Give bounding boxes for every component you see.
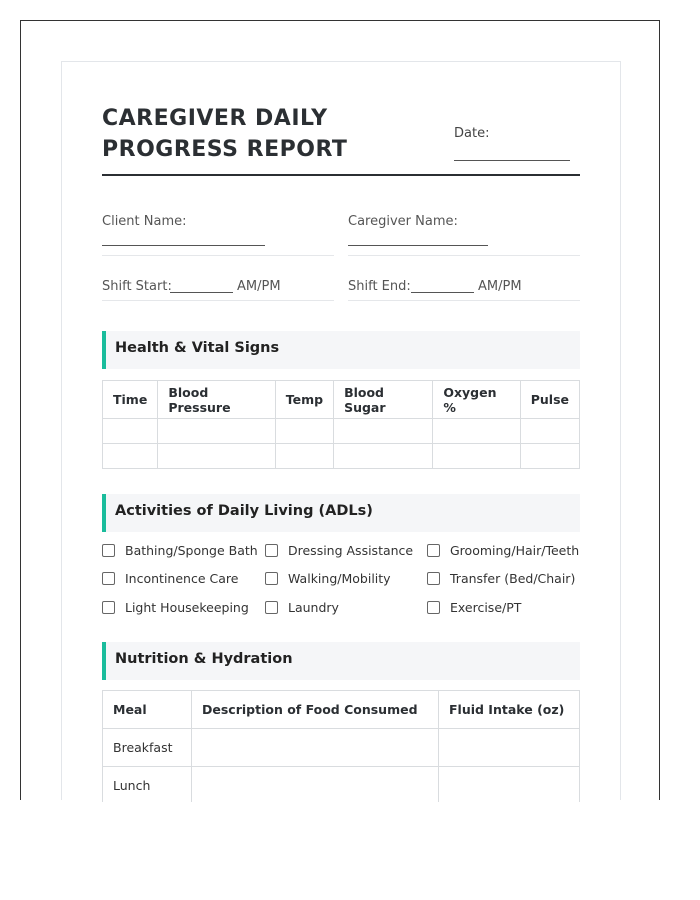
vitals-row [103, 419, 580, 444]
nutrition-section-header [102, 642, 580, 680]
adl-label: Dressing Assistance [288, 543, 414, 558]
vitals-cell[interactable] [103, 419, 158, 444]
vitals-col-pulse: Pulse [520, 381, 579, 419]
nutrition-cell[interactable] [192, 729, 439, 767]
adl-label: Incontinence Care [125, 571, 239, 586]
adl-checkbox-walking[interactable] [265, 571, 391, 586]
adl-section-header [102, 494, 580, 532]
vitals-cell[interactable] [334, 419, 433, 444]
checkbox-icon[interactable] [427, 601, 440, 614]
adl-label: Exercise/PT [450, 600, 522, 615]
adl-checkbox-housekeeping[interactable] [102, 600, 249, 615]
vitals-col-time: Time [103, 381, 158, 419]
caregiver-name-field[interactable] [348, 245, 488, 246]
vitals-table [102, 380, 580, 469]
checkbox-icon[interactable] [427, 544, 440, 557]
checkbox-icon[interactable] [427, 572, 440, 585]
shift-end-label: Shift End: [348, 279, 411, 294]
date-label: Date: [454, 126, 490, 141]
vitals-header-row [103, 381, 580, 419]
crop-mask [0, 802, 700, 900]
adl-label: Laundry [288, 600, 339, 615]
checkbox-icon[interactable] [102, 544, 115, 557]
nutrition-col-meal: Meal [103, 691, 192, 729]
vitals-row [103, 444, 580, 469]
checkbox-icon[interactable] [265, 601, 278, 614]
nutrition-col-fluid: Fluid Intake (oz) [439, 691, 580, 729]
date-field-line[interactable] [454, 160, 570, 161]
checkbox-icon[interactable] [265, 572, 278, 585]
vitals-col-temp: Temp [275, 381, 333, 419]
shift-start-divider [102, 300, 334, 301]
adl-section-title: Activities of Daily Living (ADLs) [115, 503, 373, 519]
checkbox-icon[interactable] [102, 572, 115, 585]
meal-breakfast: Breakfast [103, 729, 192, 767]
nutrition-header-row [103, 691, 580, 729]
client-name-divider [102, 255, 334, 256]
caregiver-name-divider [348, 255, 580, 256]
shift-end-ampm: AM/PM [478, 279, 522, 294]
health-section-title: Health & Vital Signs [115, 340, 280, 356]
shift-start-ampm: AM/PM [237, 279, 281, 294]
vitals-cell[interactable] [275, 419, 333, 444]
vitals-cell[interactable] [158, 444, 275, 469]
vitals-cell[interactable] [158, 419, 275, 444]
table-row [103, 767, 580, 805]
adl-label: Grooming/Hair/Teeth [450, 543, 580, 558]
client-name-label: Client Name: [102, 214, 187, 229]
vitals-cell[interactable] [520, 419, 579, 444]
adl-checkbox-grooming[interactable] [427, 543, 579, 558]
page-title: CAREGIVER DAILY PROGRESS REPORT [102, 106, 348, 162]
nutrition-section-title: Nutrition & Hydration [115, 651, 293, 667]
adl-checkbox-transfer[interactable] [427, 571, 575, 586]
table-row [103, 729, 580, 767]
adl-checkbox-exercise[interactable] [427, 600, 521, 615]
client-name-field[interactable] [102, 245, 265, 246]
vitals-cell[interactable] [275, 444, 333, 469]
nutrition-cell[interactable] [192, 767, 439, 805]
checkbox-icon[interactable] [102, 601, 115, 614]
adl-label: Bathing/Sponge Bath [125, 543, 258, 558]
vitals-cell[interactable] [103, 444, 158, 469]
adl-label: Light Housekeeping [125, 600, 249, 615]
adl-label: Walking/Mobility [288, 571, 391, 586]
shift-start-label: Shift Start: [102, 279, 172, 294]
nutrition-col-description: Description of Food Consumed [192, 691, 439, 729]
nutrition-table [102, 690, 580, 805]
shift-end-divider [348, 300, 580, 301]
adl-checkbox-laundry[interactable] [265, 600, 339, 615]
adl-label: Transfer (Bed/Chair) [450, 571, 576, 586]
vitals-cell[interactable] [433, 444, 520, 469]
vitals-col-oxygen: Oxygen % [433, 381, 520, 419]
checkbox-icon[interactable] [265, 544, 278, 557]
adl-checkbox-dressing[interactable] [265, 543, 413, 558]
adl-checkbox-bathing[interactable] [102, 543, 258, 558]
vitals-cell[interactable] [334, 444, 433, 469]
vitals-col-blood-sugar: Blood Sugar [334, 381, 433, 419]
title-divider [102, 174, 580, 176]
vitals-cell[interactable] [520, 444, 579, 469]
caregiver-name-label: Caregiver Name: [348, 214, 458, 229]
meal-lunch: Lunch [103, 767, 192, 805]
shift-start-field[interactable] [170, 292, 233, 293]
health-section-header [102, 331, 580, 369]
nutrition-cell[interactable] [439, 729, 580, 767]
shift-end-field[interactable] [411, 292, 474, 293]
adl-checkbox-incontinence[interactable] [102, 571, 238, 586]
nutrition-cell[interactable] [439, 767, 580, 805]
vitals-cell[interactable] [433, 419, 520, 444]
vitals-col-blood-pressure: Blood Pressure [158, 381, 275, 419]
